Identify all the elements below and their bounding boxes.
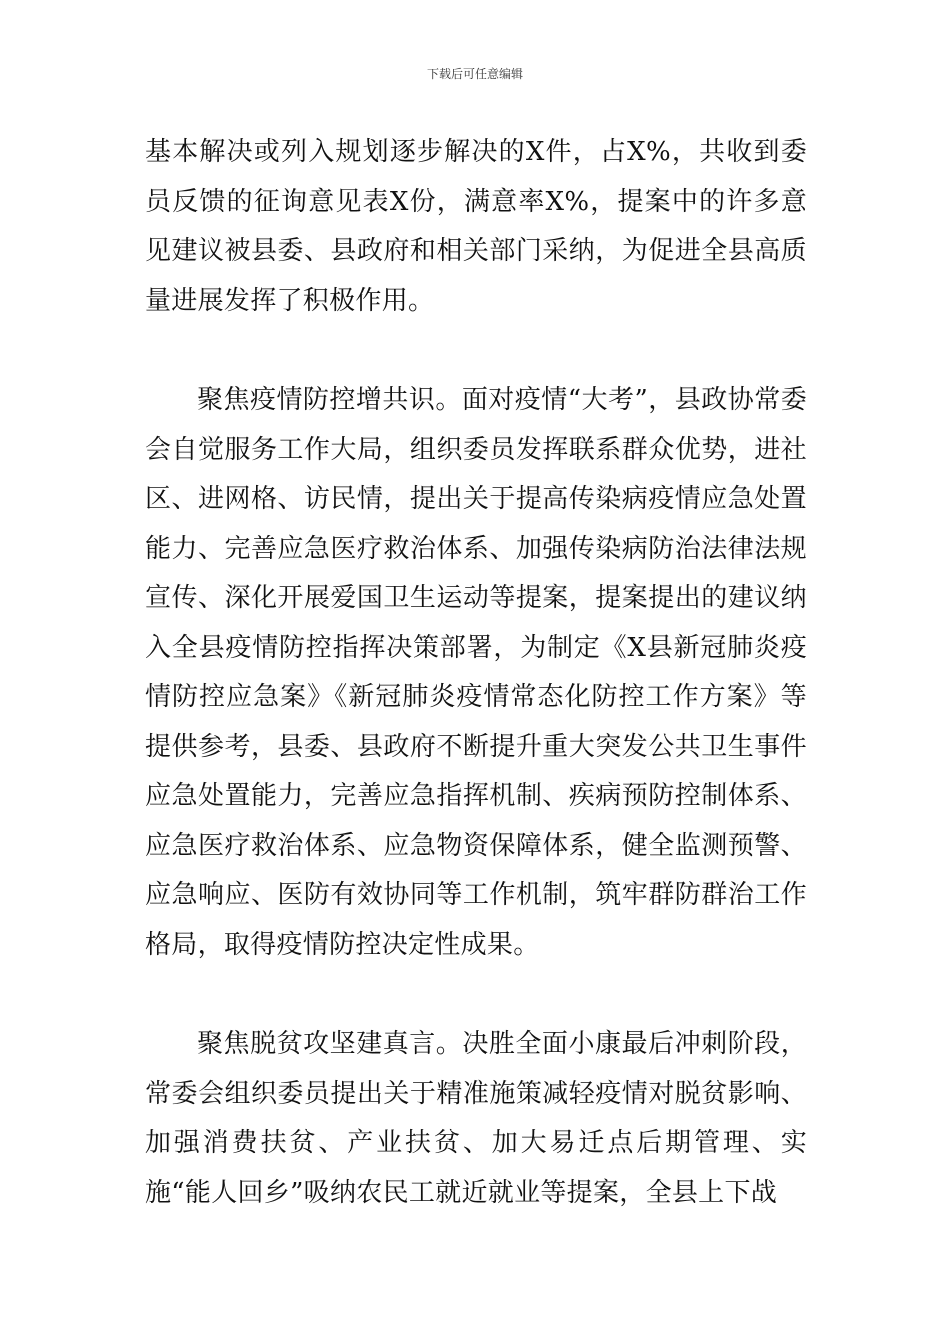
paragraph-gap: [145, 970, 807, 1020]
page-header: 下载后可任意编辑: [426, 67, 523, 81]
document-body: [145, 128, 807, 1218]
paragraph-poverty-alleviation: 聚焦脱贫攻坚建真言。决胜全面小康最后冲刺阶段，常委会组织委员提出关于精准施策减轻疫情对脱贫影响、加强消费扶贫、产业扶贫、加大易迁点后期管理、实施“能人回乡”吸纳农民工就近就业等提案，全县上下战: [145, 1029, 807, 1208]
paragraph-continuation: 基本解决或列入规划逐步解决的X件，占X%，共收到委员反馈的征询意见表X份，满意率X%，提案中的许多意见建议被县委、县政府和相关部门采纳，为促进全县高质量进展发挥了积极作用。: [145, 137, 807, 316]
paragraph-epidemic-prevention: 聚焦疫情防控增共识。面对疫情“大考”，县政协常委会自觉服务工作大局，组织委员发挥联系群众优势，进社区、进网格、访民情，提出关于提高传染病疫情应急处置能力、完善应急医疗救治体系、加强传染病防治法律法规宣传、深化开展爱国卫生运动等提案，提案提出的建议纳入全县疫情防控指挥决策部署，为制定《X县新冠肺炎疫情防控应急案》《新冠肺炎疫情常态化防控工作方案》等提供参考，县委、县政府不断提升重大突发公共卫生事件应急处置能力，完善应急指挥机制、疾病预防控制体系、应急医疗救治体系、应急物资保障体系，健全监测预警、应急响应、医防有效协同等工作机制，筑牢群防群治工作格局，取得疫情防控决定性成果。: [145, 385, 807, 960]
paragraph-gap: [145, 326, 807, 376]
